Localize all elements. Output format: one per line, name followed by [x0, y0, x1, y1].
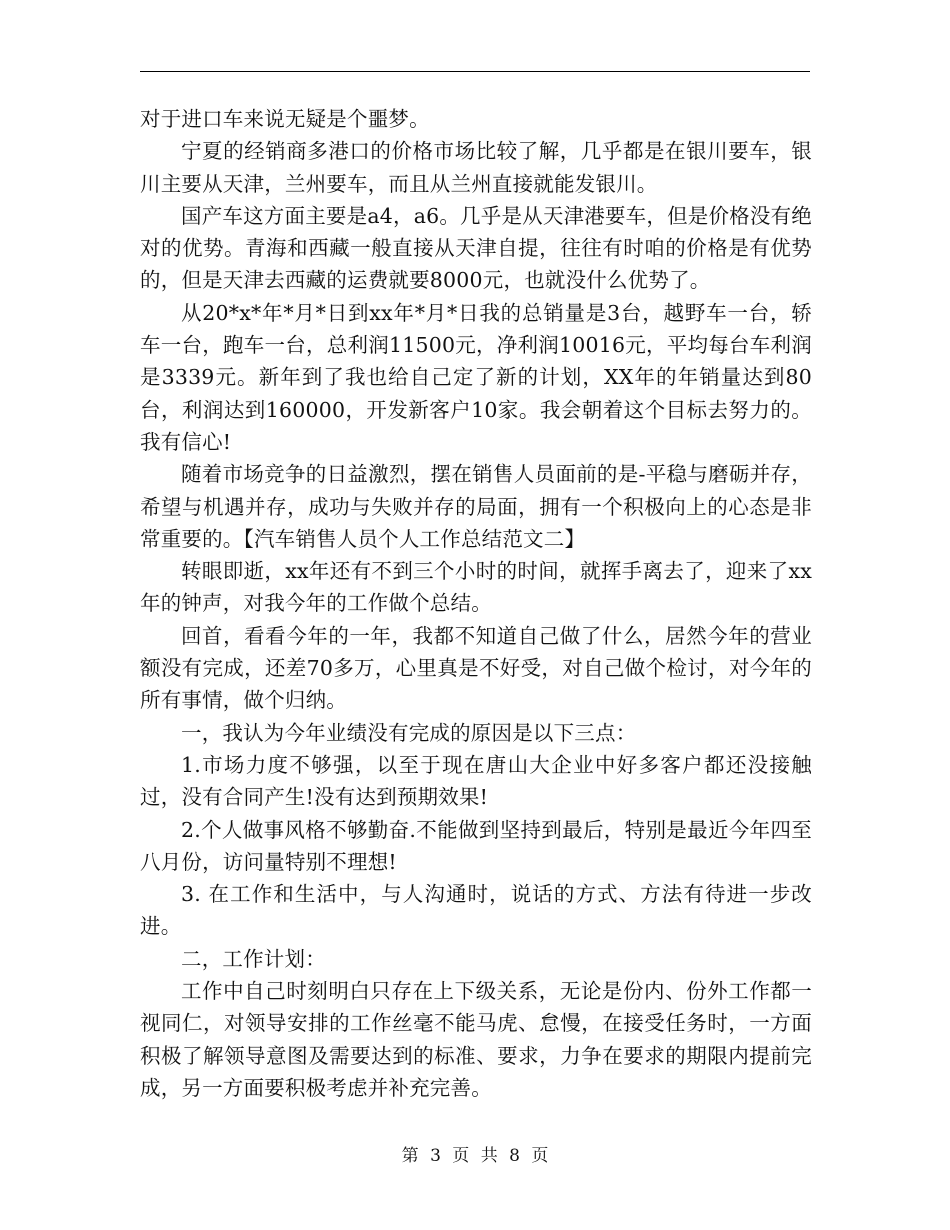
header-rule — [140, 71, 810, 72]
paragraph-12: 二，工作计划： — [181, 946, 326, 971]
paragraph-2: 宁夏的经销商多港口的价格市场比较了解，几乎都是在银川要车，银川主要从天津，兰州要车，而且从兰州直接就能发银川。 — [140, 139, 812, 196]
paragraph-1: 对于进口车来说无疑是个噩梦。 — [140, 107, 430, 131]
paragraph-3: 国产车这方面主要是a4，a6。几乎是从天津港要车，但是价格没有绝对的优势。青海和西藏一般直接从天津自提，往往有时咱的价格是有优势的，但是天津去西藏的运费就要8000元，也就没什么优势了。 — [140, 203, 812, 293]
document-body — [140, 103, 812, 1104]
paragraph-8: 一，我认为今年业绩没有完成的原因是以下三点： — [181, 720, 637, 745]
page-number: 第 3 页 共 8 页 — [401, 1146, 549, 1166]
paragraph-11: 3. 在工作和生活中，与人沟通时，说话的方式、方法有待进一步改进。 — [140, 882, 812, 939]
paragraph-6: 转眼即逝，xx年还有不到三个小时的时间，就挥手离去了，迎来了xx年的钟声，对我今年的工作做个总结。 — [140, 559, 812, 616]
paragraph-7: 回首，看看今年的一年，我都不知道自己做了什么，居然今年的营业额没有完成，还差70多万，心里真是不好受，对自己做个检讨，对今年的所有事情，做个归纳。 — [140, 623, 812, 713]
paragraph-4: 从20*x*年*月*日到xx年*月*日我的总销量是3台，越野车一台，轿车一台，跑车一台，总利润11500元，净利润10016元，平均每台车利润是3339元。新年到了我也给自己定了新的计划，XX年的年销量达到80台，利润达到160000，开发新客户10家。我会朝着这个目标去努力的。我有信心! — [140, 300, 812, 454]
paragraph-10: 2.个人做事风格不够勤奋.不能做到坚持到最后，特别是最近今年四至八月份，访问量特别不理想! — [140, 817, 812, 874]
paragraph-5: 随着市场竞争的日益激烈，摆在销售人员面前的是-平稳与磨砺并存，希望与机遇并存，成功与失败并存的局面，拥有一个积极向上的心态是非常重要的。【汽车销售人员个人工作总结范文二】 — [140, 462, 812, 551]
paragraph-13: 工作中自己时刻明白只存在上下级关系，无论是份内、份外工作都一视同仁，对领导安排的工作丝毫不能马虎、怠慢，在接受任务时，一方面积极了解领导意图及需要达到的标准、要求，力争在要求的期限内提前完成，另一方面要积极考虑并补充完善。 — [140, 979, 812, 1100]
paragraph-9: 1.市场力度不够强，以至于现在唐山大企业中好多客户都还没接触过，没有合同产生!没有达到预期效果! — [140, 752, 812, 810]
